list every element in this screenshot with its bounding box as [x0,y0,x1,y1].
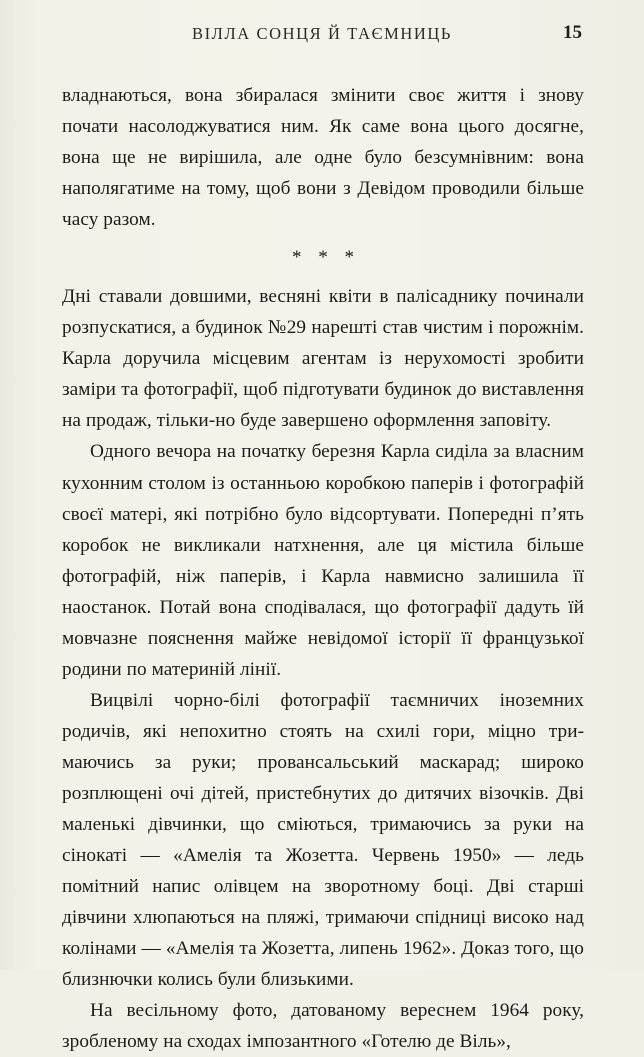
running-header [60,22,584,52]
paragraph: Дні ставали довшими, весняні квіти в палісаднику починали розпускатися, а будинок №29 нарешті став чистим і порожнім. Карла доручила місцевим агентам із нерухомості зробити заміри та фотографії, щоб підготувати будинок до виставлення на продаж, тільки-но буде завершено оформлення заповіту. [62,286,584,432]
paragraph: владнаються, вона збиралася змінити своє життя і знову почати насолоджуватися ним. Як саме вона цього досягне, вона ще не вирішила, але одне було безсумнівним: вона наполягатиме на тому, щоб вони з Девідом проводили більше часу разом. [62,85,584,231]
body-text [62,80,584,1057]
running-title: ВІЛЛА СОНЦЯ Й ТАЄМНИЦЬ [191,24,452,43]
paragraph: Вицвілі чорно-білі фотографії таємничих іноземних родичів, які непохитно стоять на схилі гори, міцно тримаючись за руки; провансальський маскарад; широко розплющені очі дітей, пристебнутих до дитячих візочків. Дві маленькі дівчинки, що сміються, тримаючись за руки на сінокаті — «Амелія та Жозетта. Червень 1950» — ледь помітний напис олівцем на зворотному боці. Дві старші дівчини хлюпаються на пляжі, тримаючи спідниці високо над колінами — «Амелія та Жозетта, липень 1962». Доказ того, що близнючки колись були близькими. [62,689,584,991]
scene-break: * * * [292,247,360,269]
paragraph: Одного вечора на початку березня Карла сиділа за власним кухонним столом із останньою коробкою паперів і фотографій своєї матері, які потрібно було відсортувати. Попередні п’ять коробок не викликали натхнення, але ця містила більше фотографій, ніж паперів, і Карла навмисно залишила її наостанок. Потай вона сподівалася, що фотографії дадуть їй мовчазне пояснення майже невідомої історії її французької родини по материній лінії. [62,441,584,680]
paragraph: На весільному фото, датованому вереснем 1964 року, зробленому на сходах імпозантного «Готелю де Віль», [62,1000,584,1053]
page-number: 15 [563,22,582,43]
